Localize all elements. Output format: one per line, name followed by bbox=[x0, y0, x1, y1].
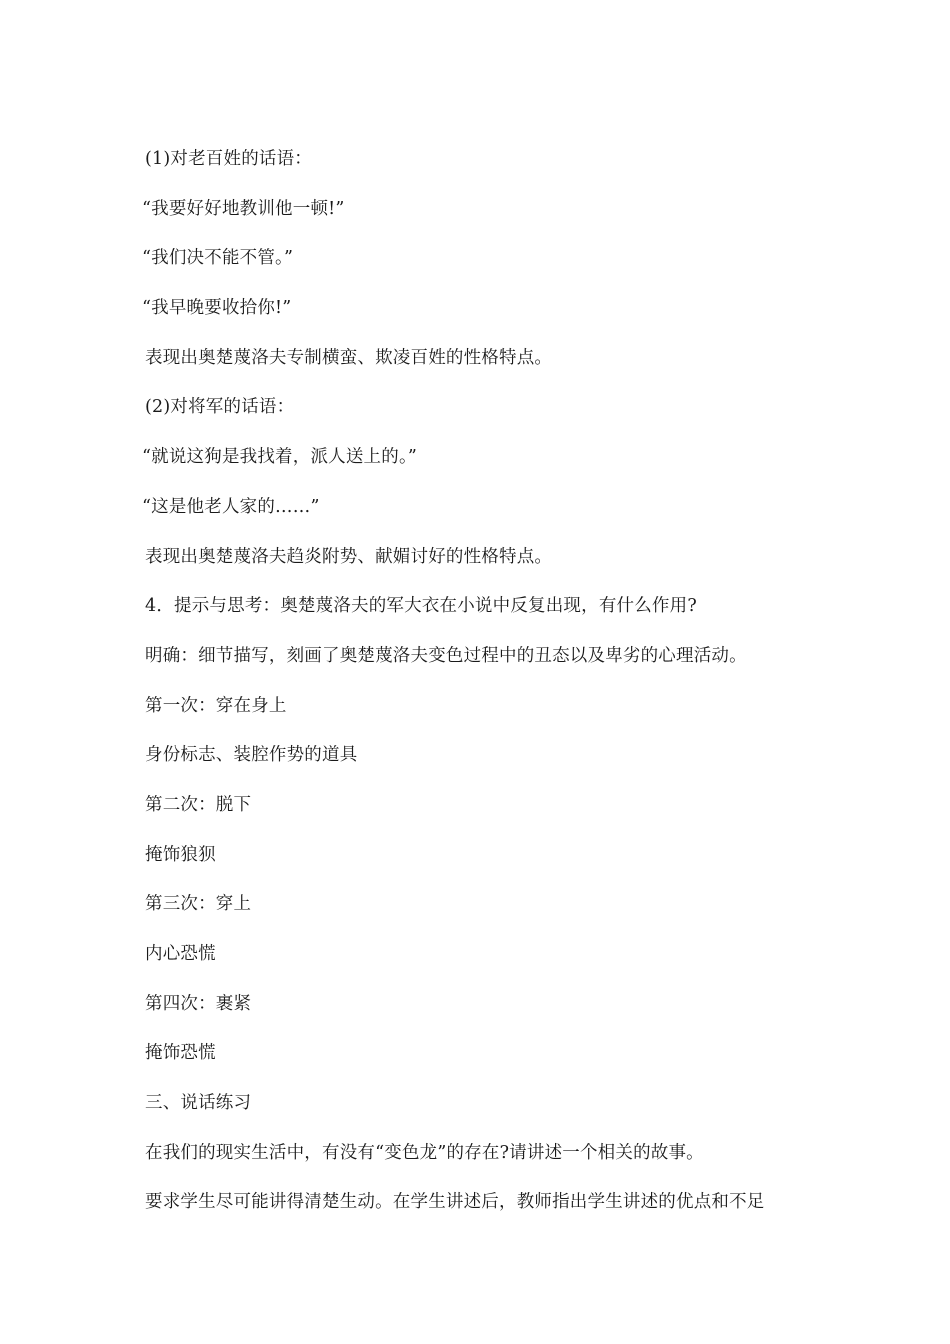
paragraph-third-time: 第三次：穿上 bbox=[145, 894, 252, 915]
paragraph-practice-prompt: 在我们的现实生活中，有没有“变色龙”的存在?请讲述一个相关的故事。 bbox=[145, 1142, 704, 1163]
document-body bbox=[142, 146, 845, 1239]
paragraph-1-heading: (1)对老百姓的话语： bbox=[145, 149, 312, 169]
paragraph-first-time: 第一次：穿在身上 bbox=[145, 695, 287, 716]
paragraph-first-meaning: 身份标志、装腔作势的道具 bbox=[145, 745, 358, 766]
paragraph-third-meaning: 内心恐慌 bbox=[145, 944, 216, 964]
paragraph-quote-2: “我们决不能不管。” bbox=[142, 248, 294, 269]
paragraph-second-meaning: 掩饰狼狈 bbox=[145, 844, 216, 865]
paragraph-summary-2: 表现出奥楚蔑洛夫趋炎附势、献媚讨好的性格特点。 bbox=[145, 546, 553, 567]
paragraph-quote-3: “我早晚要收拾你!” bbox=[142, 298, 292, 319]
section-heading-speaking-practice: 三、说话练习 bbox=[145, 1093, 252, 1114]
paragraph-fourth-time: 第四次：裹紧 bbox=[145, 993, 252, 1014]
paragraph-summary-1: 表现出奥楚蔑洛夫专制横蛮、欺凌百姓的性格特点。 bbox=[145, 347, 553, 368]
paragraph-answer: 明确：细节描写，刻画了奥楚蔑洛夫变色过程中的丑态以及卑劣的心理活动。 bbox=[145, 645, 747, 666]
paragraph-second-time: 第二次：脱下 bbox=[145, 794, 252, 815]
paragraph-practice-requirement: 要求学生尽可能讲得清楚生动。在学生讲述后，教师指出学生讲述的优点和不足 bbox=[145, 1192, 765, 1213]
paragraph-question-4: 4．提示与思考：奥楚蔑洛夫的军大衣在小说中反复出现，有什么作用? bbox=[145, 596, 697, 617]
paragraph-quote-4: “就说这狗是我找着，派人送上的。” bbox=[142, 447, 418, 468]
paragraph-fourth-meaning: 掩饰恐慌 bbox=[145, 1043, 216, 1064]
paragraph-2-heading: (2)对将军的话语： bbox=[145, 397, 295, 418]
paragraph-quote-5: “这是他老人家的……” bbox=[142, 496, 320, 517]
paragraph-quote-1: “我要好好地教训他一顿!” bbox=[142, 198, 345, 219]
